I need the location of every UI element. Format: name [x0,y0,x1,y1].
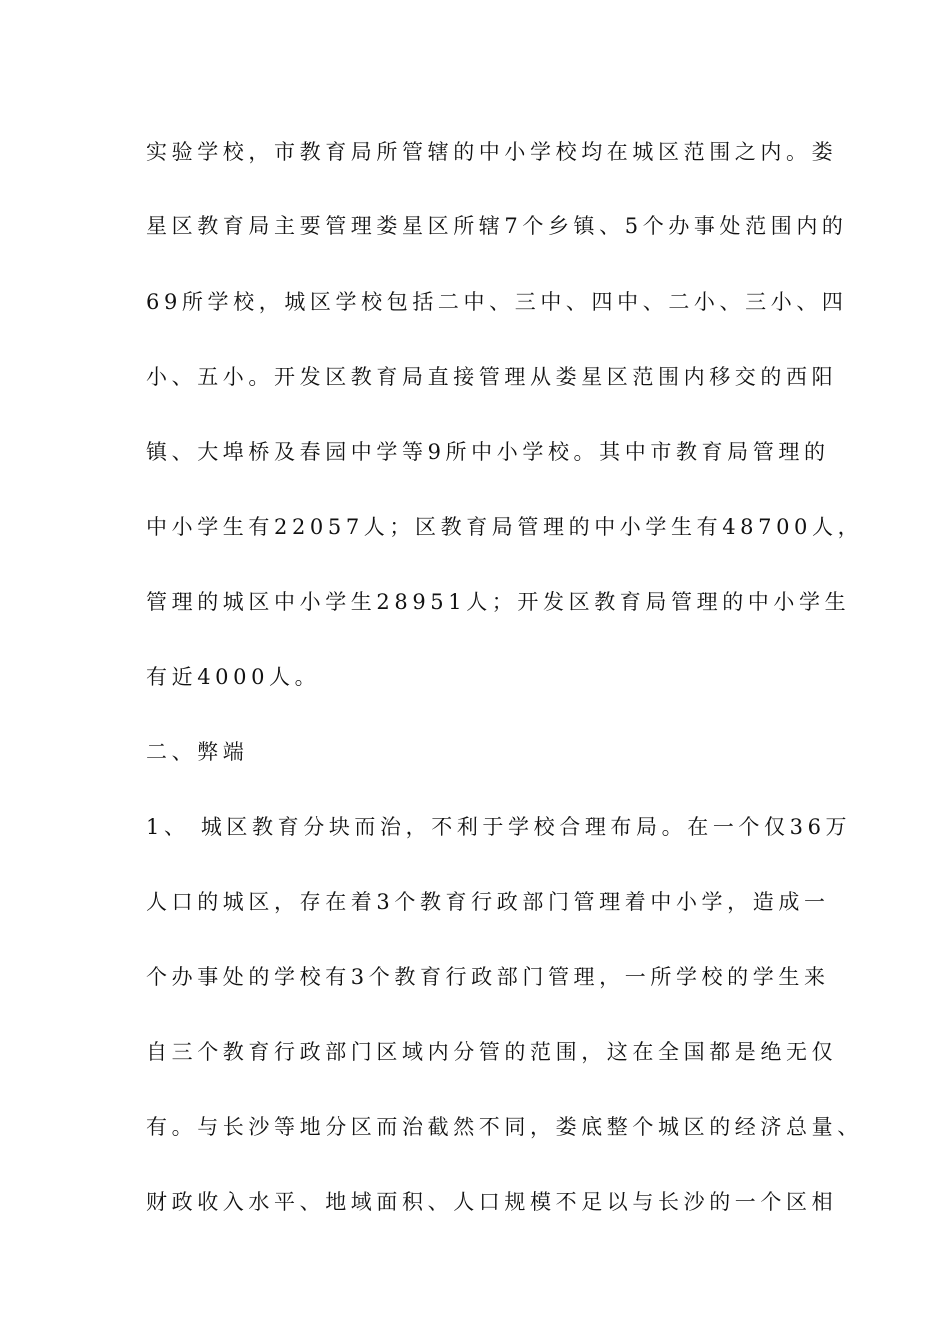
paragraph-line: 69所学校，城区学校包括二中、三中、四中、二小、三小、四 [146,290,848,314]
paragraph-line: 有近4000人。 [146,665,321,689]
paragraph-line: 小、五小。开发区教育局直接管理从娄星区范围内移交的西阳 [146,365,838,389]
paragraph-line: 个办事处的学校有3个教育行政部门管理，一所学校的学生来 [146,965,830,989]
paragraph-line: 镇、大埠桥及春园中学等9所中小学校。其中市教育局管理的 [146,440,830,464]
numbered-item-line: 1、 城区教育分块而治，不利于学校合理布局。在一个仅36万 [146,815,852,839]
paragraph-line: 管理的城区中小学生28951人；开发区教育局管理的中小学生 [146,590,851,614]
section-heading: 二、弊端 [146,740,249,764]
paragraph-line: 自三个教育行政部门区域内分管的范围，这在全国都是绝无仅 [146,1040,838,1064]
paragraph-line: 人口的城区，存在着3个教育行政部门管理着中小学，造成一 [146,890,830,914]
paragraph-line: 星区教育局主要管理娄星区所辖7个乡镇、5个办事处范围内的 [146,214,848,238]
paragraph-line: 中小学生有22057人；区教育局管理的中小学生有48700人， [146,515,864,539]
paragraph-line: 财政收入水平、地域面积、人口规模不足以与长沙的一个区相 [146,1190,838,1214]
paragraph-line: 有。与长沙等地分区而治截然不同，娄底整个城区的经济总量、 [146,1115,863,1139]
paragraph-line: 实验学校，市教育局所管辖的中小学校均在城区范围之内。娄 [146,140,838,164]
